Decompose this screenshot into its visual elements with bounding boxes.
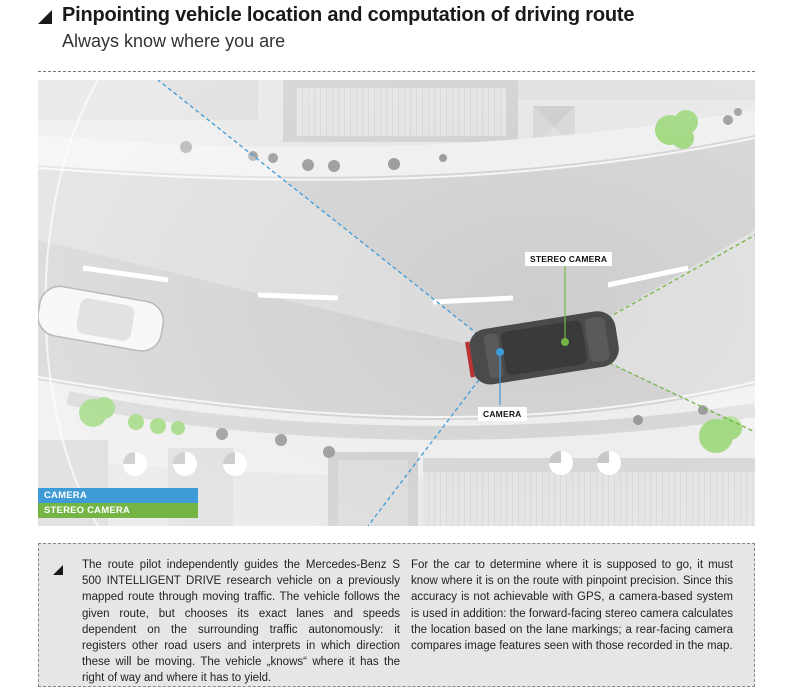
description-box: [38, 543, 755, 687]
triangle-marker-icon: [53, 565, 63, 575]
top-divider: [38, 71, 755, 72]
legend-camera: CAMERA: [38, 488, 198, 503]
triangle-marker-icon: [38, 10, 52, 24]
description-column-1: The route pilot independently guides the Mercedes-Benz S 500 INTELLIGENT DRIVE research vehicle on a previously mapped route through moving traffic. The vehicle follows the given route, but chooses its exact lanes and speeds dependent on the surrounding traffic autonomously: it registers other road users and interprets in which direction these will be moving. The vehicle „knows“ where it has the right of way and where it has to yield.: [82, 559, 400, 685]
street-scene: [38, 80, 755, 526]
description-column-2: For the car to determine where it is supposed to go, it must know where it is on the route with pinpoint precision. Since this accuracy is not achievable with GPS, a camera-based system is used in addition: the forward-facing stereo camera calculates the location based on the lane markings; a rear-facing camera compares image features seen with those recorded in the map.: [411, 559, 733, 653]
legend-stereo-camera: STEREO CAMERA: [38, 503, 198, 518]
stereo-camera-label: STEREO CAMERA: [525, 252, 612, 266]
route-illustration: [38, 80, 755, 526]
page-title: Pinpointing vehicle location and computation of driving route: [62, 4, 635, 26]
header: [38, 4, 758, 52]
page-subtitle: Always know where you are: [62, 31, 286, 51]
camera-label: CAMERA: [478, 407, 527, 421]
